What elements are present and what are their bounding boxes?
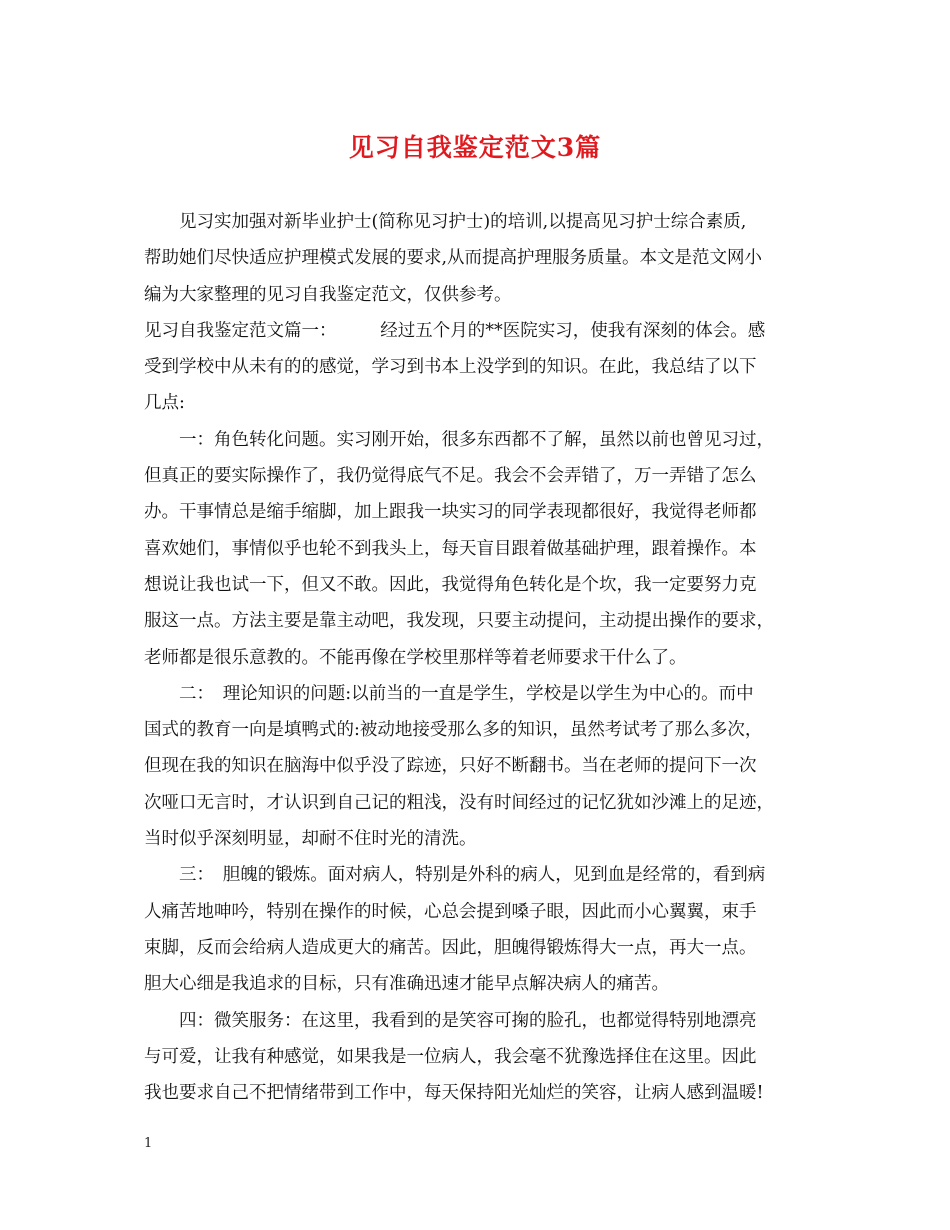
- text-line: 老师都是很乐意教的。不能再像在学校里那样等着老师要求干什么了。: [144, 647, 687, 668]
- text-line: 服这一点。方法主要是靠主动吧，我发现，只要主动提问，主动提出操作的要求，: [144, 611, 774, 632]
- text-line: 四：微笑服务：在这里，我看到的是笑容可掬的脸孔，也都觉得特别地漂亮: [179, 1010, 757, 1031]
- text-line: 次哑口无言时，才认识到自己记的粗浅，没有时间经过的记忆犹如沙滩上的足迹，: [144, 792, 774, 813]
- text-line: 办。干事情总是缩手缩脚，加上跟我一块实习的同学表现都很好，我觉得老师都: [144, 502, 757, 523]
- text-line: 二： 理论知识的问题:以前当的一直是学生，学校是以学生为中心的。而中: [179, 683, 754, 704]
- text-line: 人痛苦地呻吟，特别在操作的时候，心总会提到嗓子眼，因此而小心翼翼，束手: [144, 901, 757, 922]
- text-line: 见习实加强对新毕业护士(简称见习护士)的培训,以提高见习护士综合素质,: [179, 212, 747, 232]
- text-line: 编为大家整理的见习自我鉴定范文，仅供参考。: [144, 284, 512, 305]
- document-body: [144, 204, 812, 1111]
- text-line: 几点:: [144, 393, 185, 414]
- page-number: 1: [144, 1136, 153, 1151]
- text-line: 国式的教育一向是填鸭式的:被动地接受那么多的知识，虽然考试考了那么多次，: [144, 720, 763, 741]
- text-line: 三： 胆魄的锻炼。面对病人，特别是外科的病人，见到血是经常的，看到病: [179, 865, 766, 886]
- text-line: 胆大心细是我追求的目标，只有准确迅速才能早点解决病人的痛苦。: [144, 974, 669, 995]
- text-line: 但真正的要实际操作了，我仍觉得底气不足。我会不会弄错了，万一弄错了怎么: [144, 466, 757, 487]
- text-line: 我也要求自己不把情绪带到工作中，每天保持阳光灿烂的笑容，让病人感到温暖!: [144, 1083, 764, 1104]
- text-line: 想说让我也试一下，但又不敢。因此，我觉得角色转化是个坎，我一定要努力克: [144, 574, 757, 595]
- document-title: 见习自我鉴定范文3篇: [348, 133, 602, 162]
- text-line: 帮助她们尽快适应护理模式发展的要求,从而提高护理服务质量。本文是范文网小: [144, 248, 763, 269]
- text-line: 但现在我的知识在脑海中似乎没了踪迹，只好不断翻书。当在老师的提问下一次: [144, 756, 757, 777]
- text-line: 束脚，反而会给病人造成更大的痛苦。因此，胆魄得锻炼得大一点，再大一点。: [144, 937, 757, 958]
- text-line: 受到学校中从未有的的感觉，学习到书本上没学到的知识。在此，我总结了以下: [144, 357, 757, 378]
- text-line: 一：角色转化问题。实习刚开始，很多东西都不了解，虽然以前也曾见习过，: [179, 429, 774, 450]
- text-line: 当时似乎深刻明显，却耐不住时光的清洗。: [144, 829, 477, 850]
- text-line: 见习自我鉴定范文篇一： 经过五个月的**医院实习，使我有深刻的体会。感: [144, 320, 766, 341]
- text-line: 与可爱，让我有种感觉，如果我是一位病人，我会毫不犹豫选择住在这里。因此: [144, 1046, 757, 1067]
- text-line: 喜欢她们，事情似乎也轮不到我头上，每天盲目跟着做基础护理，跟着操作。本: [144, 538, 757, 559]
